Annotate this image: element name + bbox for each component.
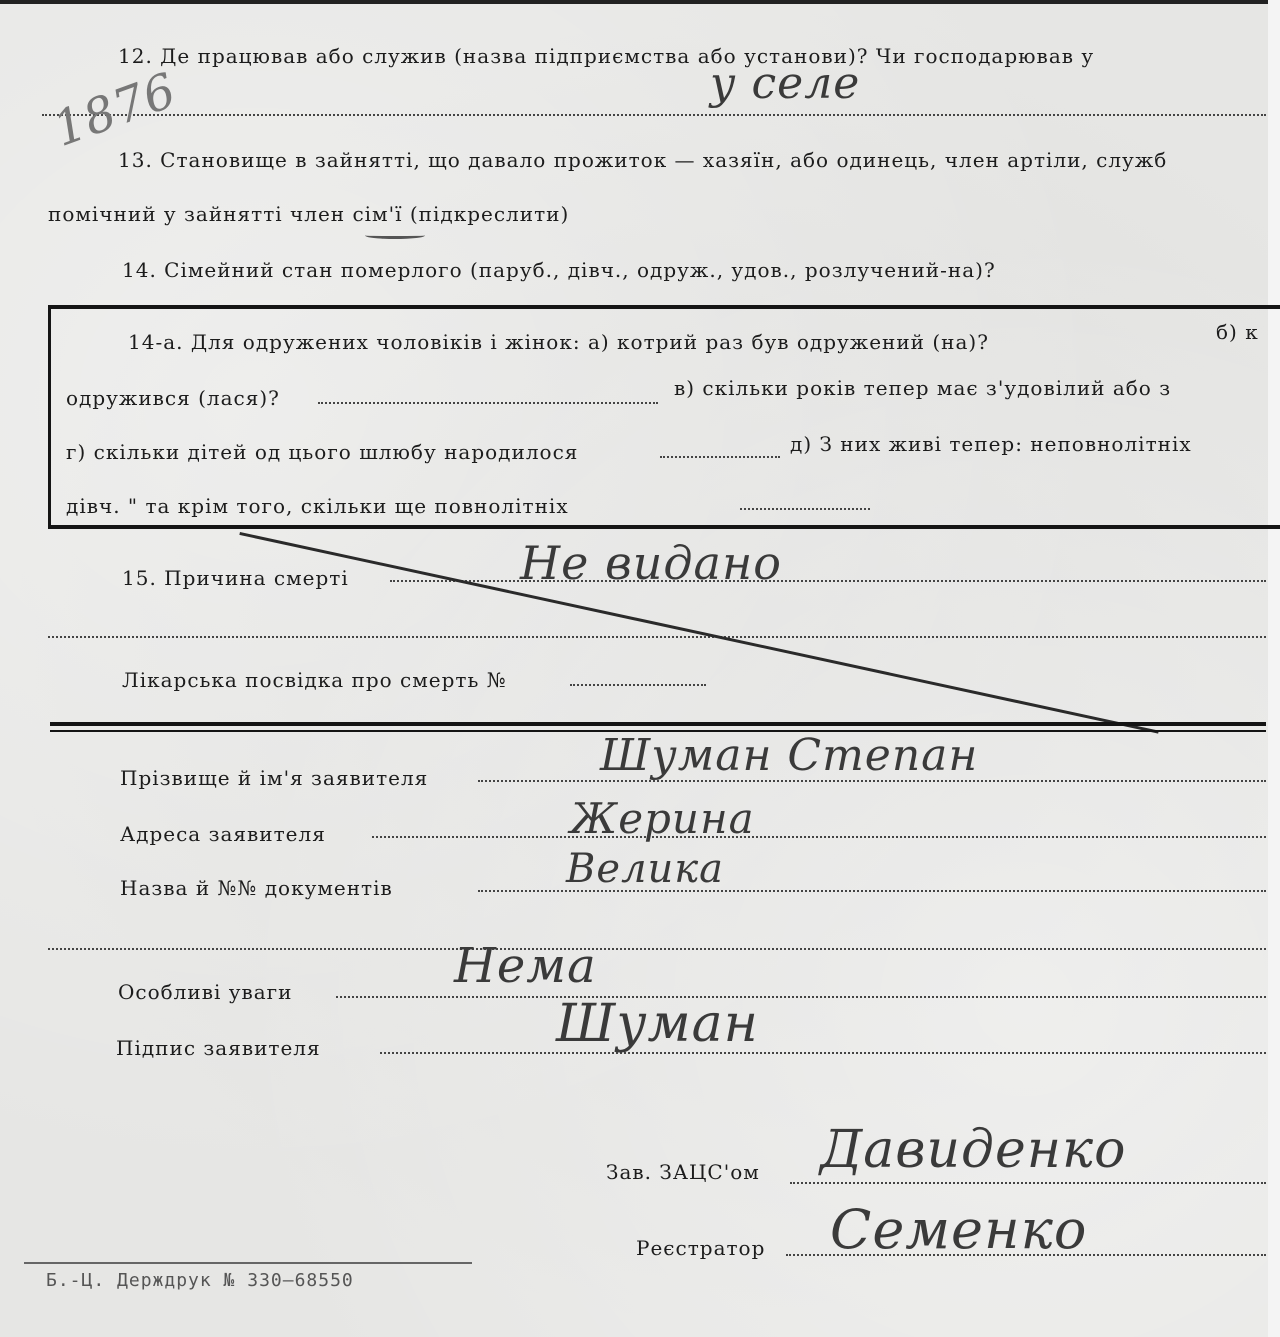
- q14-label: 14. Сімейний стан померлого (паруб., дівч., одруж., удов., розлучений-на)?: [122, 258, 996, 282]
- remarks-line: [336, 996, 1266, 998]
- applicant-documents-label: Назва й №№ документів: [120, 876, 393, 900]
- q14a-line3-b: д) З них живі тепер: неповнолітніх: [790, 432, 1192, 456]
- scan-top-edge: [0, 0, 1280, 4]
- zags-head-signature: Давиденко: [820, 1120, 1127, 1180]
- q14a-married-count-line: [318, 402, 658, 404]
- signature-line: [380, 1052, 1266, 1054]
- signature-label: Підпис заявителя: [116, 1036, 321, 1060]
- applicant-name-label: Прізвище й ім'я заявителя: [120, 766, 429, 790]
- q15-answer-line: [390, 580, 1266, 582]
- applicant-documents-line-2: [48, 948, 1266, 950]
- q14a-line1-b: б) к: [1216, 320, 1259, 344]
- zags-head-line: [790, 1182, 1266, 1184]
- applicant-address-label: Адреса заявителя: [120, 822, 326, 846]
- q14a-adults-line: [740, 508, 870, 510]
- q14a-line3-a: г) скільки дітей од цього шлюбу народилося: [66, 440, 579, 464]
- scan-right-edge: [1268, 0, 1280, 1337]
- q14a-line1-a: 14-а. Для одружених чоловіків і жінок: а) котрий раз був одружений (на)?: [128, 330, 989, 354]
- signature-value: Шуман: [556, 994, 759, 1054]
- applicant-name-value: Шуман Степан: [600, 730, 979, 781]
- remarks-label: Особливі уваги: [118, 980, 293, 1004]
- applicant-address-line: [372, 836, 1266, 838]
- medical-certificate-label: Лікарська посвідка про смерть №: [122, 668, 507, 692]
- medical-certificate-number-line: [570, 684, 706, 686]
- applicant-documents-value: Велика: [566, 846, 725, 892]
- q12-answer-line: [42, 114, 1266, 116]
- q15-answer: Не видано: [520, 536, 782, 590]
- q12-answer: у селе: [710, 58, 861, 109]
- applicant-address-value: Жерина: [570, 794, 755, 843]
- footer-rule: [24, 1262, 472, 1264]
- q14a-line2-a: одружився (лася)?: [66, 386, 280, 410]
- registrar-label: Реєстратор: [636, 1236, 766, 1260]
- q15-answer-line-2: [48, 636, 1266, 638]
- q13-label-line2: помічний у зайнятті член сім'ї (підкреслити): [48, 202, 570, 226]
- q14a-children-line: [660, 456, 780, 458]
- q14a-line2-b: в) скільки років тепер має з'удовілий або з: [674, 376, 1172, 400]
- underline-mark: [365, 232, 425, 239]
- registrar-signature: Семенко: [830, 1198, 1088, 1261]
- q14a-line4: дівч. " та крім того, скільки ще повнолітніх: [66, 494, 569, 518]
- section-divider-top: [50, 722, 1266, 726]
- q13-label-line1: 13. Становище в зайнятті, що давало прожиток — хазяїн, або одинець, член артіли, служб: [118, 148, 1168, 172]
- q15-label: 15. Причина смерті: [122, 566, 349, 590]
- printer-imprint: Б.-Ц. Держдрук № 330—68550: [46, 1270, 354, 1291]
- remarks-value: Нема: [454, 938, 597, 994]
- zags-head-label: Зав. ЗАЦС'ом: [606, 1160, 760, 1184]
- q12-label: 12. Де працював або служив (назва підприємства або установи)? Чи господарював у: [118, 44, 1095, 68]
- margin-note: 1876: [46, 62, 184, 158]
